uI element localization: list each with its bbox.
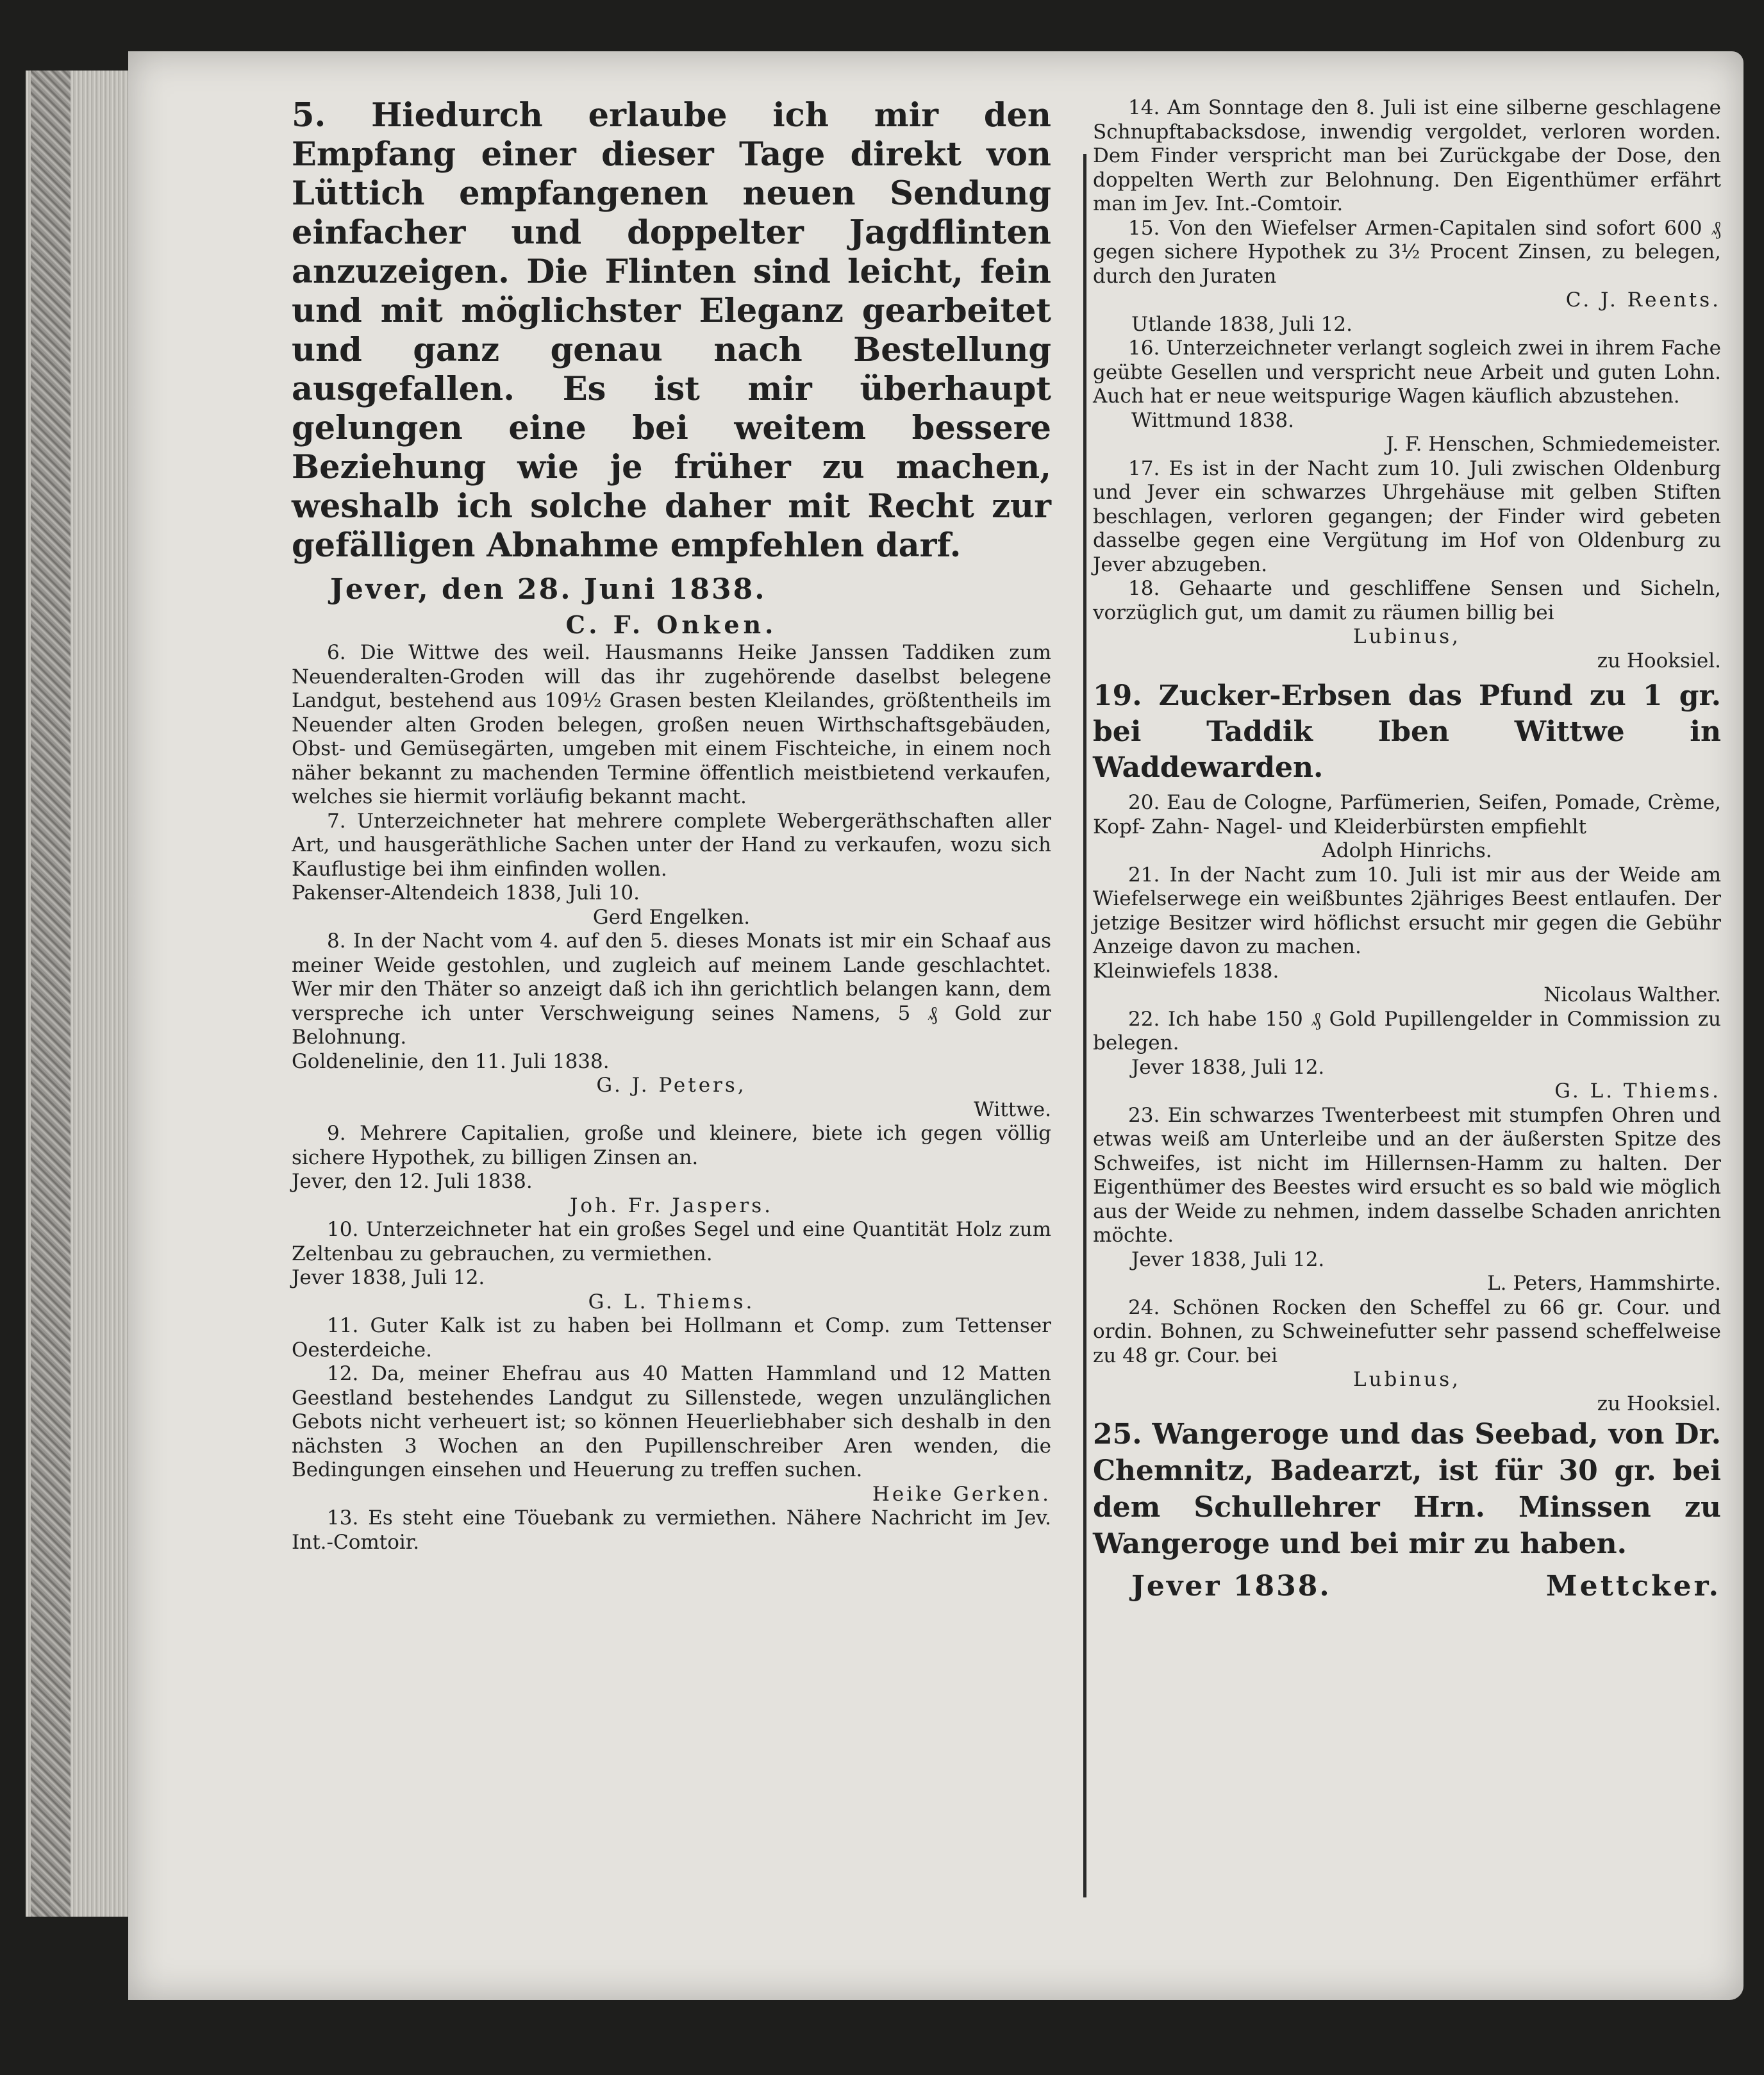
ad-25-signature: Mettcker. <box>1545 1570 1721 1603</box>
ad-17-text: 17. Es ist in der Nacht zum 10. Juli zwischen Oldenburg und Jever ein schwarzes Uhrgehäuse mit gelben Stiften beschlagen, verloren gegangen; der Finder wird gebeten dasselbe gegen eine Vergütung im Hof von Oldenburg zu Jever abzugeben. <box>1093 456 1721 576</box>
ad-24-text: 24. Schönen Rocken den Scheffel zu 66 gr. Cour. und ordin. Bohnen, zu Schweinefutter sehr passend scheffelweise zu 48 gr. Cour. bei <box>1093 1296 1721 1367</box>
ad-22-signature: G. L. Thiems. <box>1554 1079 1721 1103</box>
ad-18-text: 18. Gehaarte und geschliffene Sensen und Sicheln, vorzüglich gut, um damit zu räumen billig bei <box>1093 577 1721 624</box>
ad-20-text: 20. Eau de Cologne, Parfümerien, Seifen, Pomade, Crème, Kopf- Zahn- Nagel- und Kleiderbürsten empfiehlt <box>1093 791 1721 838</box>
ad-14-text: 14. Am Sonntage den 8. Juli ist eine silberne geschlagene Schnupftabacksdose, inwendig vergoldet, verloren worden. Dem Finder verspricht man bei Zurückgabe der Dose, den doppelten Werth zur Belohnung. Den Eigenthümer erfährt man im Jev. Int.-Comtoir. <box>1093 96 1721 215</box>
ad-20-signature: Adolph Hinrichs. <box>1322 839 1492 862</box>
ad-22-place: Jever 1838, Juli 12. <box>1131 1055 1325 1079</box>
ad-8-text: 8. In der Nacht vom 4. auf den 5. dieses Monats ist mir ein Schaaf aus meiner Weide gestohlen, und zugleich auf meinem Lande geschlachtet. Wer mir den Thäter so anzeigt daß ich ihn gerichtlich belangen kann, dem verspreche ich unter Verschweigung seines Namens, 5 ₰ Gold zur Belohnung. <box>292 929 1051 1049</box>
ad-8-place: Goldenelinie, den 11. Juli 1838. <box>292 1049 610 1073</box>
ad-15-text: 15. Von den Wiefelser Armen-Capitalen sind sofort 600 ₰ gegen sichere Hypothek zu 3½ Procent Zinsen, zu belegen, durch den Juraten <box>1093 216 1721 288</box>
ad-10-place: Jever 1838, Juli 12. <box>292 1266 485 1289</box>
ad-19-text: 19. Zucker-Erbsen das Pfund zu 1 gr. bei Taddik Iben Wittwe in Waddewarden. <box>1093 679 1721 784</box>
ad-18-signature: Lubinus, <box>1352 625 1461 648</box>
ad-25-place: Jever 1838. <box>1131 1570 1331 1603</box>
ad-23-place: Jever 1838, Juli 12. <box>1131 1247 1325 1271</box>
ad-5-place: Jever, den 28. Juni 1838. <box>330 573 767 606</box>
ad-18-signature-place: zu Hooksiel. <box>1597 649 1721 672</box>
column-divider <box>1083 154 1086 1897</box>
ad-5-text: 5. Hiedurch erlaube ich mir den Empfang einer dieser Tage direkt von Lüttich empfangenen neuen Sendung einfacher und doppelter Jagdflinten anzuzeigen. Die Flinten sind leicht, fein und mit möglichster Eleganz gearbeitet und ganz genau nach Bestellung ausgefallen. Es ist mir überhaupt gelungen eine bei weitem bessere Beziehung wie je früher zu machen, weshalb ich solche daher mit Recht zur gefälligen Abnahme empfehlen darf. <box>292 96 1051 565</box>
ad-9-signature: Joh. Fr. Jaspers. <box>570 1194 773 1217</box>
ad-8-signature-title: Wittwe. <box>974 1097 1051 1121</box>
ad-7-text: 7. Unterzeichneter hat mehrere complete Webergeräthschaften aller Art, und hausgeräthliche Sachen unter der Hand zu verkaufen, wozu sich Kauflustige bei ihm einfinden wollen. <box>292 809 1051 881</box>
ad-22-text: 22. Ich habe 150 ₰ Gold Pupillengelder in Commission zu belegen. <box>1093 1007 1721 1054</box>
book-spine <box>31 71 71 1917</box>
ad-23-text: 23. Ein schwarzes Twenterbeest mit stumpfen Ohren und etwas weiß am Unterleibe und an der äußersten Spitze des Schweifes, ist nicht im Hillernsen-Hamm zu halten. Der Eigenthümer des Beestes wird ersucht es so bald wie möglich aus der Weide zu nehmen, indem dasselbe Schaden anrichten möchte. <box>1093 1103 1721 1247</box>
ad-24-signature: Lubinus, <box>1352 1368 1461 1391</box>
ad-16-place: Wittmund 1838. <box>1131 408 1294 432</box>
ad-7-place: Pakenser-Altendeich 1838, Juli 10. <box>292 881 640 904</box>
ad-8-signature: G. J. Peters, <box>596 1074 747 1097</box>
ad-16-text: 16. Unterzeichneter verlangt sogleich zwei in ihrem Fache geübte Gesellen und verspricht neue Arbeit und guten Lohn. Auch hat er neue weitspurige Wagen käuflich abzustehen. <box>1093 337 1721 408</box>
ad-23-signature: L. Peters, Hammshirte. <box>1487 1272 1721 1295</box>
ad-21-signature: Nicolaus Walther. <box>1544 983 1721 1006</box>
ad-24-signature-place: zu Hooksiel. <box>1597 1392 1721 1415</box>
ad-15-place: Utlande 1838, Juli 12. <box>1131 312 1352 336</box>
ad-21-text: 21. In der Nacht zum 10. Juli ist mir aus der Weide am Wiefelserwege ein weißbuntes 2jähriges Beest entlaufen. Der jetzige Besitzer wird höflichst ersucht mir gegen die Gebühr Anzeige davon zu machen. <box>1093 863 1721 958</box>
ad-9-text: 9. Mehrere Capitalien, große und kleinere, biete ich gegen völlig sichere Hypothek, zu billigen Zinsen an. <box>292 1122 1051 1169</box>
ad-10-signature: G. L. Thiems. <box>588 1290 755 1313</box>
ad-13-text: 13. Es steht eine Töuebank zu vermiethen. Nähere Nachricht im Jev. Int.-Comtoir. <box>292 1506 1051 1554</box>
ad-12-text: 12. Da, meiner Ehefrau aus 40 Matten Hammland und 12 Matten Geestland bestehendes Landgut zu Sillenstede, wegen unzulänglichen Gebots nicht verheuert ist; so können Heuerliebhaber sich deshalb in den nächsten 3 Wochen an den Pupillenschreiber Aren wenden, die Bedingungen einsehen und Heuerung zu treffen suchen. <box>292 1362 1051 1481</box>
ad-15-signature: C. J. Reents. <box>1565 288 1721 312</box>
ad-25-footer <box>1093 1567 1721 1606</box>
right-column <box>1093 96 1721 1606</box>
ad-10-text: 10. Unterzeichneter hat ein großes Segel und eine Quantität Holz zum Zeltenbau zu gebrauchen, zu vermiethen. <box>292 1218 1051 1265</box>
ad-5-signature: C. F. Onken. <box>565 610 778 639</box>
ad-16-signature: J. F. Henschen, Schmiedemeister. <box>1386 433 1721 456</box>
ad-11-text: 11. Guter Kalk ist zu haben bei Hollmann et Comp. zum Tettenser Oesterdeiche. <box>292 1314 1051 1362</box>
ad-6-text: 6. Die Wittwe des weil. Hausmanns Heike Janssen Taddiken zum Neuenderalten-Groden will das ihr zugehörende daselbst belegene Landgut, bestehend aus 109½ Grasen besten Kleilandes, größtentheils im Neuender alten Groden belegen, großen neuen Wirthschaftsgebäuden, Obst- und Gemüsegärten, umgeben mit einem Fischteiche, in einem noch näher bekannt zu machenden Termine öffentlich meistbietend verkaufen, welches sie hiermit vorläufig bekannt macht. <box>292 641 1051 808</box>
ad-9-place: Jever, den 12. Juli 1838. <box>292 1170 533 1193</box>
left-column <box>292 96 1051 1554</box>
ad-12-signature: Heike Gerken. <box>872 1482 1051 1506</box>
ad-25-text: 25. Wangeroge und das Seebad, von Dr. Chemnitz, Badearzt, ist für 30 gr. bei dem Schullehrer Hrn. Minssen zu Wangeroge und bei mir zu haben. <box>1093 1418 1721 1560</box>
ad-21-place: Kleinwiefels 1838. <box>1093 959 1279 983</box>
ad-7-signature: Gerd Engelken. <box>592 905 751 929</box>
